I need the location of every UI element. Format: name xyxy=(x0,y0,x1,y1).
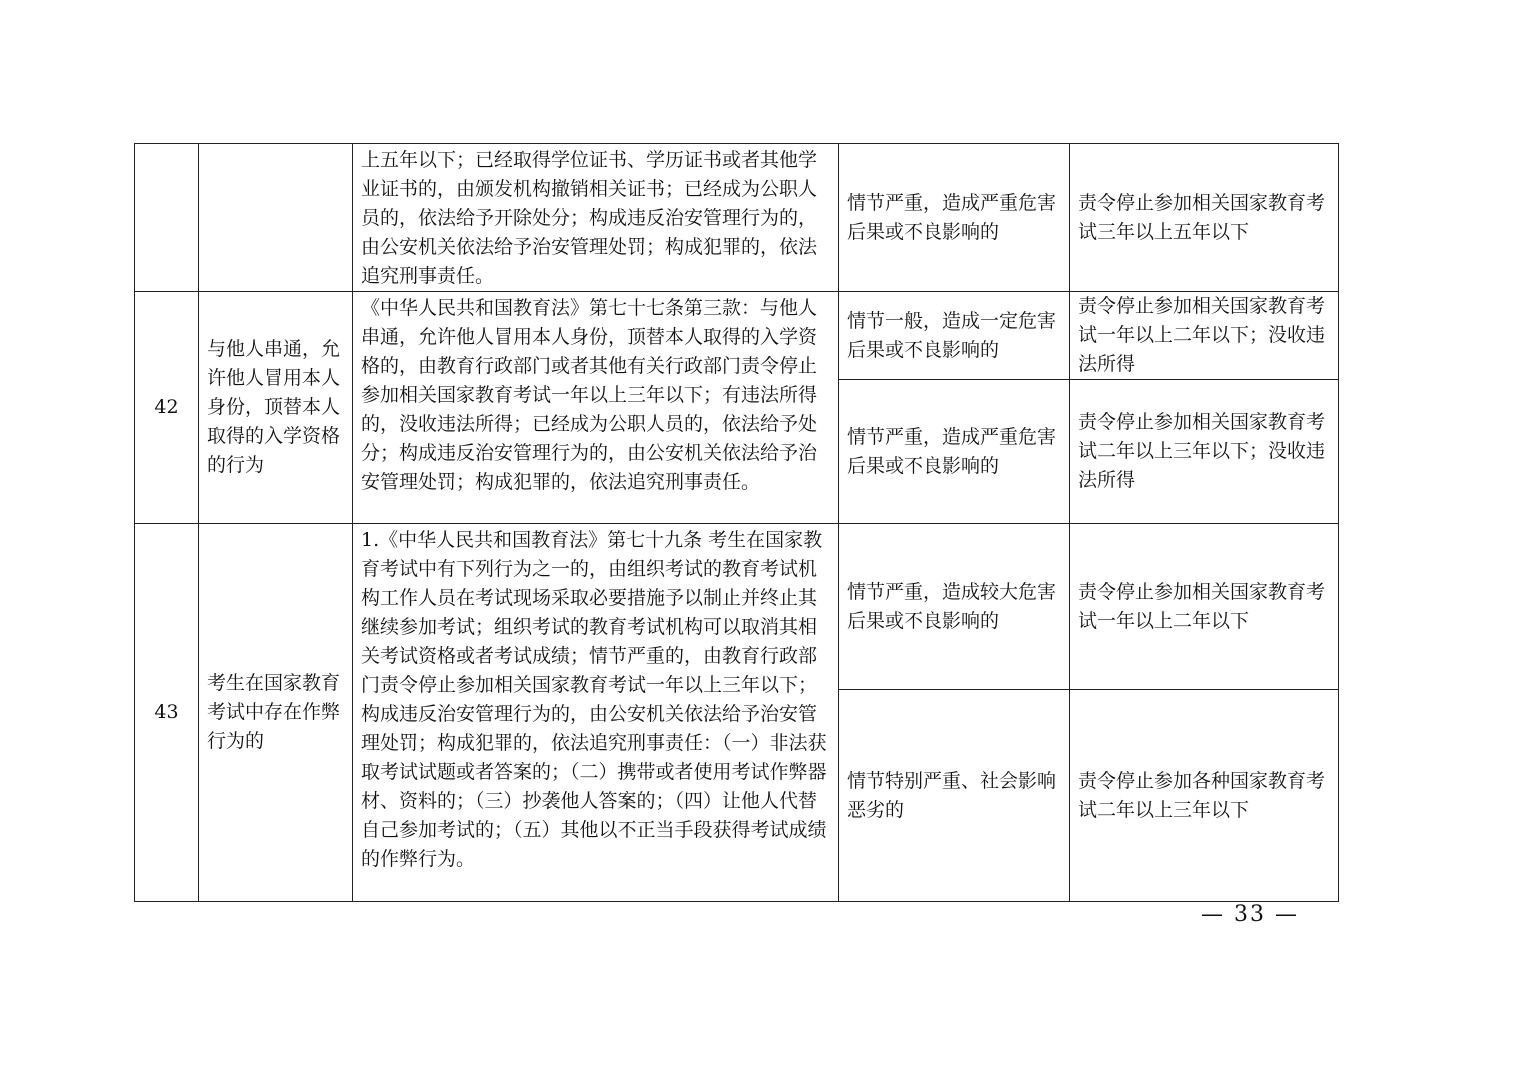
legal-basis-cell: 上五年以下；已经取得学位证书、学历证书或者其他学业证书的，由颁发机构撤销相关证书；已经成为公职人员的，依法给予开除处分；构成违反治安管理行为的，由公安机关依法给予治安管理处罚；构成犯罪的，依法追究刑事责任。 xyxy=(353,144,839,292)
table-row xyxy=(135,292,1339,380)
penalty-cell: 责令停止参加相关国家教育考试三年以上五年以下 xyxy=(1070,144,1339,292)
penalty-cell: 责令停止参加相关国家教育考试一年以上二年以下 xyxy=(1070,524,1339,690)
circumstance-cell: 情节严重，造成严重危害后果或不良影响的 xyxy=(839,380,1070,524)
penalty-cell: 责令停止参加相关国家教育考试一年以上二年以下；没收违法所得 xyxy=(1070,292,1339,380)
circumstance-cell: 情节严重，造成较大危害后果或不良影响的 xyxy=(839,524,1070,690)
penalty-standards-table xyxy=(134,143,1339,902)
table-row xyxy=(135,524,1339,690)
table-row xyxy=(135,144,1339,292)
penalty-cell: 责令停止参加相关国家教育考试二年以上三年以下；没收违法所得 xyxy=(1070,380,1339,524)
violation-behavior-cell xyxy=(199,144,353,292)
circumstance-cell: 情节一般，造成一定危害后果或不良影响的 xyxy=(839,292,1070,380)
circumstance-cell: 情节特别严重、社会影响恶劣的 xyxy=(839,690,1070,902)
legal-basis-cell: 1.《中华人民共和国教育法》第七十九条 考生在国家教育考试中有下列行为之一的，由组织考试的教育考试机构工作人员在考试现场采取必要措施予以制止并终止其继续参加考试；组织考试的教育考试机构可以取消其相关考试资格或者考试成绩；情节严重的，由教育行政部门责令停止参加相关国家教育考试一年以上三年以下；构成违反治安管理行为的，由公安机关依法给予治安管理处罚；构成犯罪的，依法追究刑事责任：（一）非法获取考试试题或者答案的；（二）携带或者使用考试作弊器材、资料的；（三）抄袭他人答案的；（四）让他人代替自己参加考试的；（五）其他以不正当手段获得考试成绩的作弊行为。 xyxy=(353,524,839,902)
legal-basis-cell: 《中华人民共和国教育法》第七十七条第三款：与他人串通，允许他人冒用本人身份，顶替本人取得的入学资格的，由教育行政部门或者其他有关行政部门责令停止参加相关国家教育考试一年以上三年以下；有违法所得的，没收违法所得；已经成为公职人员的，依法给予处分；构成违反治安管理行为的，由公安机关依法给予治安管理处罚；构成犯罪的，依法追究刑事责任。 xyxy=(353,292,839,524)
row-number-cell: 43 xyxy=(135,524,199,902)
circumstance-cell: 情节严重，造成严重危害后果或不良影响的 xyxy=(839,144,1070,292)
violation-behavior-cell: 考生在国家教育考试中存在作弊行为的 xyxy=(199,524,353,902)
row-number-cell xyxy=(135,144,199,292)
violation-behavior-cell: 与他人串通，允许他人冒用本人身份，顶替本人取得的入学资格的行为 xyxy=(199,292,353,524)
row-number-cell: 42 xyxy=(135,292,199,524)
penalty-cell: 责令停止参加各种国家教育考试二年以上三年以下 xyxy=(1070,690,1339,902)
page-number: — 33 — xyxy=(1201,902,1299,927)
